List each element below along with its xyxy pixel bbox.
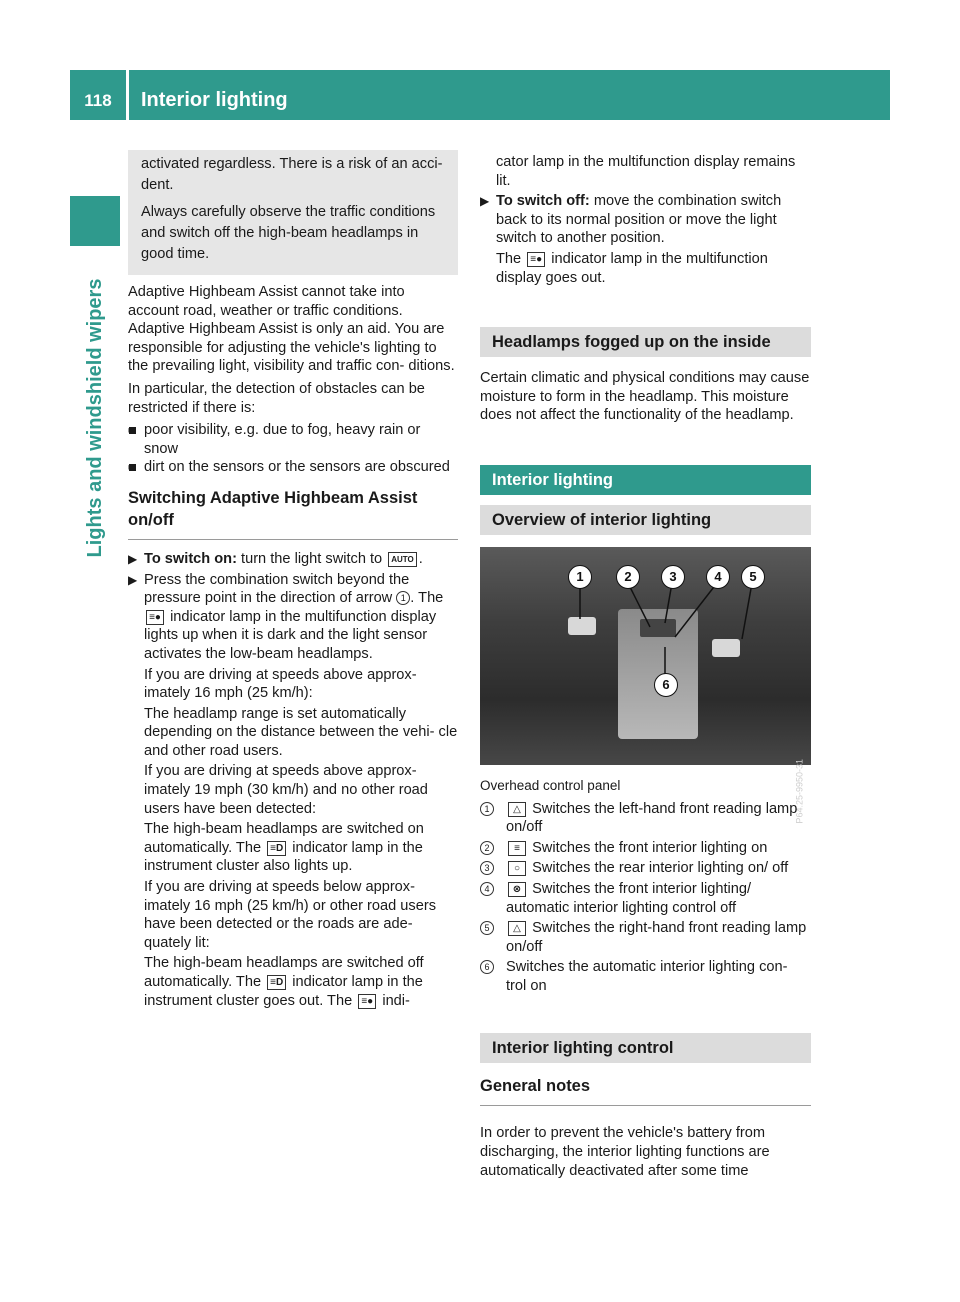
- section-heading-interior-lighting: Interior lighting: [480, 465, 811, 495]
- auto-light-icon: AUTO: [388, 552, 417, 567]
- sub-heading: Switching Adaptive Highbeam Assist on/off: [128, 487, 458, 540]
- paragraph: In order to prevent the vehicle's battery from discharging, the interior lighting functions are automatically deactivated after some time: [480, 1125, 770, 1179]
- circle-number-icon: 5: [480, 921, 494, 935]
- figure-reference: P64.25-9950-31: [795, 758, 805, 824]
- paragraph: Certain climatic and physical conditions may cause moisture to form in the headlamp. This moisture does not affect the functionality of the headlamp.: [480, 370, 810, 424]
- list-item: ■ poor visibility, e.g. due to fog, heavy rain or snow: [128, 421, 458, 458]
- section-marker-square: [70, 196, 120, 246]
- paragraph: The headlamp range is set automatically depending on the distance between the vehi- cle and other road users.: [144, 705, 458, 759]
- paragraph: cator lamp in the multifunction display remains lit.: [496, 154, 796, 189]
- circle-number-icon: 4: [480, 882, 494, 896]
- warning-text: Always carefully observe the traffic conditions and switch off the high-beam headlamps in good time.: [141, 204, 436, 262]
- section-heading-overview: Overview of interior lighting: [480, 505, 811, 535]
- paragraph: If you are driving at speeds above approx- imately 16 mph (25 km/h):: [144, 666, 417, 702]
- legend-item: 1 △ Switches the left-hand front reading lamp on/off: [480, 800, 811, 837]
- step-label: To switch off:: [496, 193, 590, 210]
- callout-marker: 1: [568, 565, 592, 589]
- left-column: [128, 150, 458, 1012]
- circle-number-icon: 2: [480, 841, 494, 855]
- step-continued: [480, 153, 811, 190]
- step-arrow-icon: ▶: [128, 551, 138, 566]
- callout-marker: 4: [706, 565, 730, 589]
- step-arrow-icon: ▶: [128, 572, 138, 587]
- circle-number-icon: 1: [480, 802, 494, 816]
- circle-number-icon: 6: [480, 960, 494, 974]
- legend-item: 2 ≡ Switches the front interior lighting on: [480, 839, 811, 858]
- legend-item: 5 △ Switches the right-hand front reading lamp on/off: [480, 919, 811, 956]
- bullet-list: [128, 421, 458, 477]
- legend-item: 3 ○ Switches the rear interior lighting on/ off: [480, 859, 811, 878]
- section-heading-control: Interior lighting control: [480, 1033, 811, 1063]
- rear-interior-light-icon: ○: [508, 861, 526, 876]
- step-arrow-icon: ▶: [480, 194, 490, 209]
- assist-indicator-icon: ≡●: [527, 252, 545, 267]
- assist-indicator-icon: ≡●: [358, 994, 376, 1009]
- page-number: 118: [84, 91, 112, 110]
- assist-indicator-icon: ≡●: [146, 610, 164, 625]
- high-beam-icon: ≡D: [267, 975, 286, 990]
- paragraph: Adaptive Highbeam Assist cannot take into account road, weather or traffic conditions.: [128, 284, 405, 319]
- page-title: Interior lighting: [141, 89, 288, 111]
- paragraph: In particular, the detection of obstacles can be restricted if there is:: [128, 380, 425, 416]
- sub-heading-general-notes: General notes: [480, 1075, 811, 1106]
- paragraph: Adaptive Highbeam Assist is only an aid. You are responsible for adjusting the vehicle's lighting to the prevailing light, visibility and traffic con- ditions.: [128, 321, 455, 375]
- circle-number-icon: 3: [480, 861, 494, 875]
- front-interior-light-icon: ≡: [508, 841, 526, 856]
- warning-box: [128, 150, 458, 275]
- high-beam-icon: ≡D: [267, 841, 286, 856]
- warning-text: activated regardless. There is a risk of an acci- dent.: [141, 156, 443, 193]
- callout-marker: 2: [616, 565, 640, 589]
- paragraph: If you are driving at speeds below approx- imately 16 mph (25 km/h) or other road users have been detected or the roads are ade- quately lit:: [144, 879, 436, 951]
- chapter-tab-label: Lights and windshield wipers: [84, 278, 106, 558]
- step-press-switch: ▶ Press the combination switch beyond the pressure point in the direction of arrow 1 . The ≡● indicator lamp in the multifunction display lights up when it is dark and the light sensor activates the low-beam headlamps. If you are driving at speeds above approx- imately 16 mph (25 km/h): The headlamp range is set automatically depending on the distance between the vehi- cle and other road users. If you are driving at speeds above approx- imately 19 mph (30 km/h) and no other road users have been detected: The high-beam headlamps are switched on automatically. The ≡D indicator lamp in the instrument cluster also lights up. If you are driving at speeds below approx- imately 16 mph (25 km/h) or other road users have been detected or the roads are ade- quately lit: The high-beam headlamps are switched off automatically. The ≡D indicator lamp in the instrument cluster goes out. The ≡● indi-: [128, 571, 458, 1009]
- reading-lamp-icon: △: [508, 921, 526, 936]
- step-label: To switch on:: [144, 550, 237, 567]
- step-switch-on: ▶ To switch on: turn the light switch to AUTO .: [128, 550, 423, 567]
- right-column: [480, 153, 811, 1180]
- callout-marker: 6: [654, 673, 678, 697]
- callout-marker: 3: [661, 565, 685, 589]
- reading-lamp-icon: △: [508, 802, 526, 817]
- header-divider: [126, 70, 129, 120]
- section-heading-fogged: Headlamps fogged up on the inside: [480, 327, 811, 357]
- lighting-off-icon: ⊗: [508, 882, 526, 897]
- circle-1-icon: 1: [396, 591, 410, 605]
- legend-item: 4 ⊗ Switches the front interior lighting/ automatic interior lighting control off: [480, 880, 811, 917]
- callout-marker: 5: [741, 565, 765, 589]
- list-item: ■ dirt on the sensors or the sensors are obscured: [128, 458, 458, 477]
- legend-item: 6 Switches the automatic interior lighting con- trol on: [480, 958, 811, 995]
- figure-caption: Overhead control panel: [480, 777, 621, 793]
- paragraph: If you are driving at speeds above approx- imately 19 mph (30 km/h) and no other road users have been detected:: [144, 763, 428, 817]
- step-switch-off: ▶ To switch off: move the combination switch back to its normal position or move the light switch to another position. The ≡● indicator lamp in the multifunction display goes out.: [480, 193, 782, 286]
